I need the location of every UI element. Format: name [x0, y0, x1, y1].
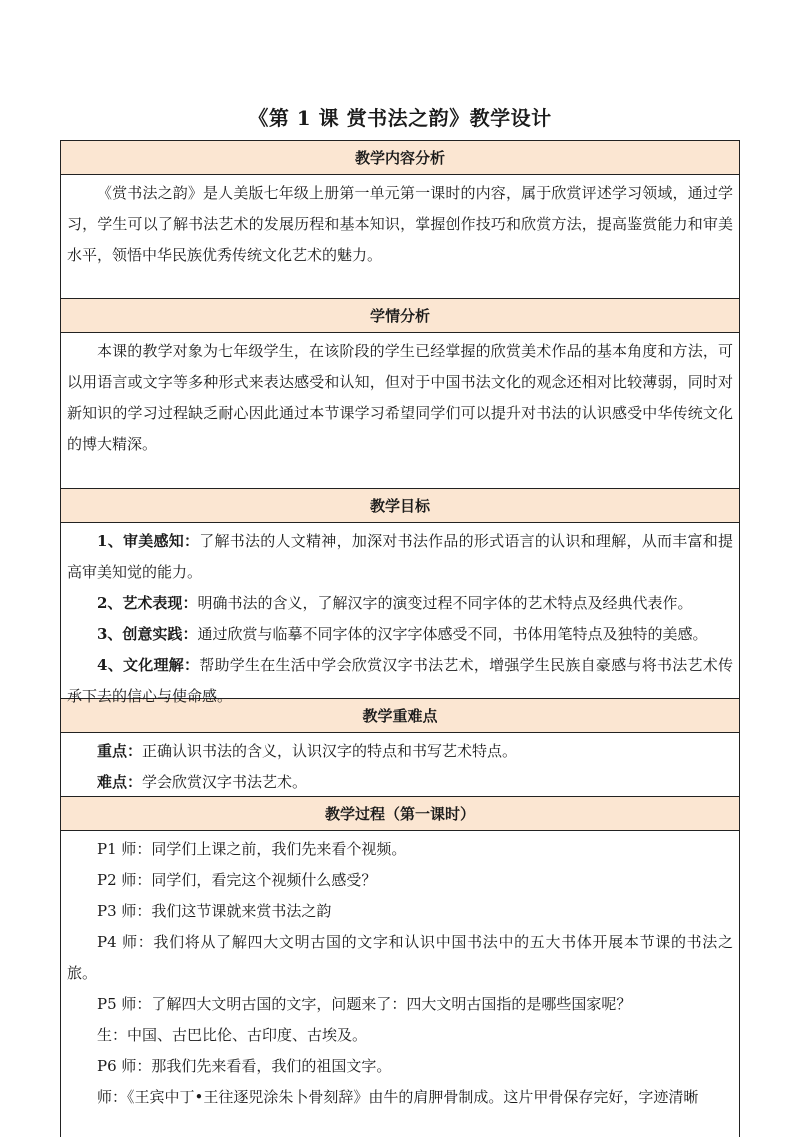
- objective-label: 2、艺术表现：: [97, 594, 198, 612]
- key-point-text: 正确认识书法的含义，认识汉字的特点和书写艺术特点。: [142, 742, 518, 760]
- process-line: P4 师：我们将从了解四大文明古国的文字和认识中国书法中的五大书体开展本节课的书法之旅。: [67, 933, 733, 982]
- process-line: P2 师：同学们，看完这个视频什么感受？: [97, 871, 377, 889]
- objective-text: 通过欣赏与临摹不同字体的汉字字体感受不同，书体用笔特点及独特的美感。: [197, 625, 708, 643]
- section-body-key-points: [61, 733, 739, 797]
- process-line: P5 师：了解四大文明古国的文字，问题来了：四大文明古国指的是哪些国家呢？: [97, 995, 632, 1013]
- objective-text: 帮助学生在生活中学会欣赏汉字书法艺术，增强学生民族自豪感与将书法艺术传承下去的信心与使命感。: [67, 656, 733, 705]
- section-header-process: 教学过程（第一课时）: [61, 797, 739, 831]
- objective-text: 明确书法的含义，了解汉字的演变过程不同字体的艺术特点及经典代表作。: [197, 594, 693, 612]
- objective-item: [67, 588, 733, 619]
- objective-label: 4、文化理解：: [97, 656, 200, 674]
- section-body-process: [61, 831, 739, 1137]
- process-line: P1 师：同学们上课之前，我们先来看个视频。: [97, 840, 407, 858]
- section-body-learner-analysis: [61, 333, 739, 489]
- lesson-plan-table: [60, 140, 740, 1137]
- section-header-content-analysis: 教学内容分析: [61, 141, 739, 175]
- process-line: P6 师：那我们先来看看，我们的祖国文字。: [97, 1057, 392, 1075]
- objective-label: 1、审美感知：: [97, 532, 200, 550]
- process-line: 生：中国、古巴比伦、古印度、古埃及。: [97, 1026, 368, 1044]
- section-body-content-analysis: [61, 175, 739, 299]
- section-header-key-points: 教学重难点: [61, 699, 739, 733]
- process-line: P3 师：我们这节课就来赏书法之韵: [97, 902, 332, 920]
- objective-label: 3、创意实践：: [97, 625, 198, 643]
- key-point-text: 学会欣赏汉字书法艺术。: [142, 773, 308, 791]
- content-analysis-text: 《赏书法之韵》是人美版七年级上册第一单元第一课时的内容，属于欣赏评述学习领域，通过学习，学生可以了解书法艺术的发展历程和基本知识，掌握创作技巧和欣赏方法，提高鉴赏能力和审美水平，领悟中华民族优秀传统文化艺术的魅力。: [67, 184, 733, 264]
- objective-item: [67, 526, 733, 588]
- key-point-item: [67, 736, 733, 767]
- section-header-learner-analysis: 学情分析: [61, 299, 739, 333]
- objective-item: [67, 619, 733, 650]
- objective-text: 了解书法的人文精神，加深对书法作品的形式语言的认识和理解，从而丰富和提高审美知觉的能力。: [67, 532, 733, 581]
- key-point-label: 难点：: [97, 773, 143, 791]
- document-title: 《第 1 课 赏书法之韵》教学设计: [248, 106, 552, 130]
- section-body-objectives: [61, 523, 739, 705]
- key-point-label: 重点：: [97, 742, 143, 760]
- learner-analysis-text: 本课的教学对象为七年级学生，在该阶段的学生已经掌握的欣赏美术作品的基本角度和方法，可以用语言或文字等多种形式来表达感受和认知，但对于中国书法文化的观念还相对比较薄弱，同时对新知识的学习过程缺乏耐心因此通过本节课学习希望同学们可以提升对书法的认识感受中华传统文化的博大精深。: [67, 342, 733, 453]
- section-header-objectives: 教学目标: [61, 489, 739, 523]
- process-line: 师：《王宾中丁•王往逐兕涂朱卜骨刻辞》由牛的肩胛骨制成。这片甲骨保存完好，字迹清晰: [97, 1088, 699, 1106]
- key-point-item: [67, 767, 733, 798]
